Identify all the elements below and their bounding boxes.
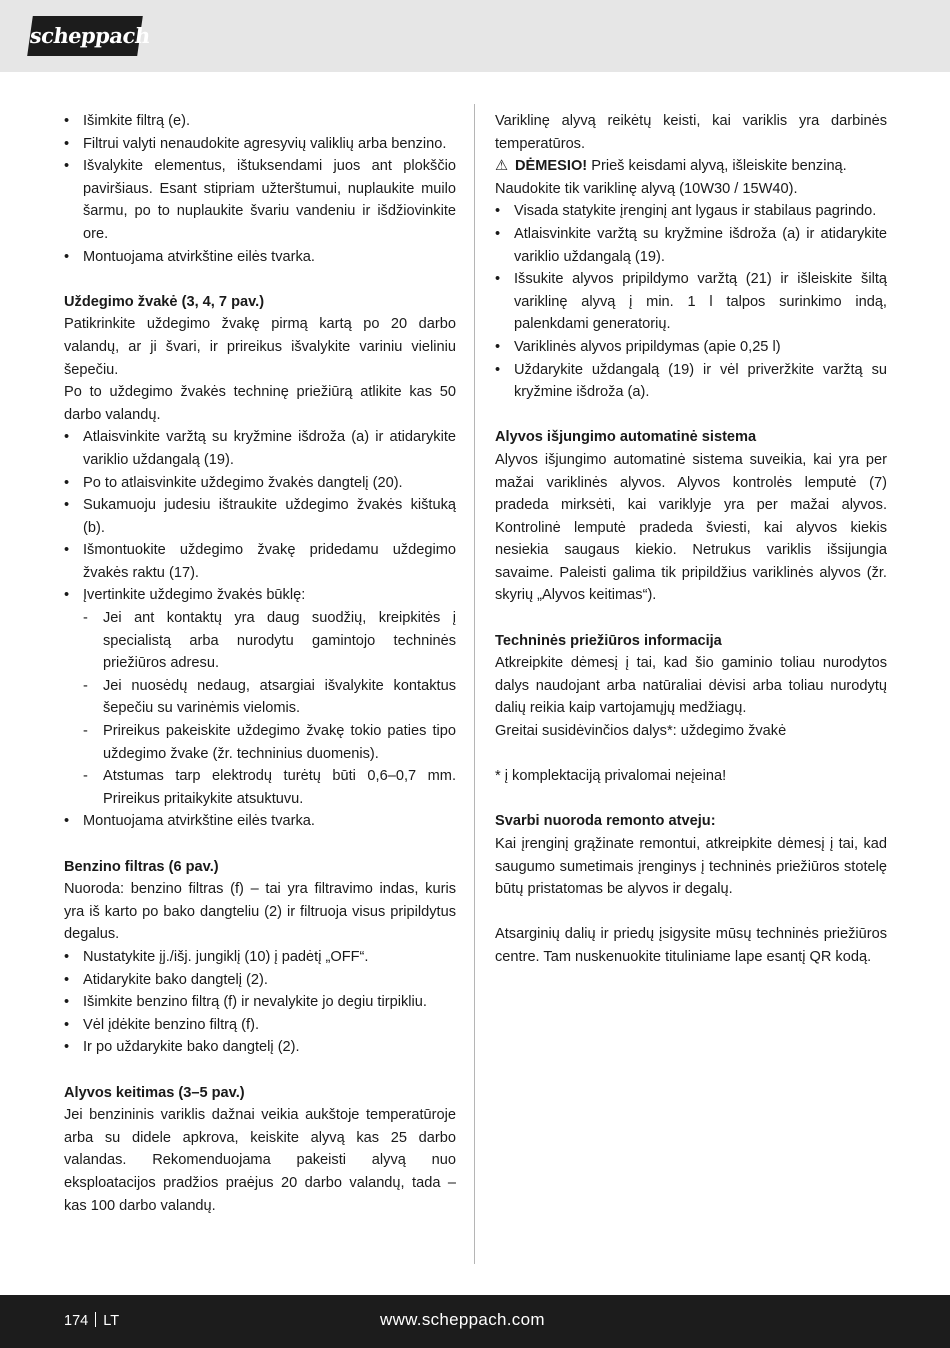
repair-note-heading: Svarbi nuoroda remonto atveju: xyxy=(495,813,716,830)
list-item: • Išimkite filtrą (e). xyxy=(64,110,456,133)
warning-line xyxy=(495,155,887,178)
list-item: • Variklinės alyvos pripildymas (apie 0,25 l) xyxy=(495,336,887,359)
oil-shutoff-paragraph: Alyvos išjungimo automatinė sistema suveikia, kai yra per mažai variklinės alyvos. Alyvos kontrolės lemputė (7) pradeda mirksėti, kai variklyje yra per mažai alyvos. Kontrolinė lemputė pradeda šviesti, kai alyvos kiekis nesiekia saugaus kiekio. Netrukus variklis išsijungia savaime. Paleisti galima tik pripildžius variklinės alyvos (žr. skyrių „Alyvos keitimas“). xyxy=(495,451,887,604)
warning-label: DĖMESIO! xyxy=(515,158,588,175)
list-item: • Sukamuoju judesiu ištraukite uždegimo žvakės kištuką (b). xyxy=(64,494,456,539)
list-item: • Išsukite alyvos pripildymo varžtą (21) ir išleiskite šiltą variklinę alyvą į min. 1 l talpos surinkimo indą, palenkdami generatorių. xyxy=(495,268,887,336)
list-item: • Išmontuokite uždegimo žvakę pridedamu uždegimo žvakės raktu (17). xyxy=(64,539,456,584)
page-separator xyxy=(95,1312,96,1327)
footnote: * į komplektaciją privalomai neįeina! xyxy=(495,768,727,785)
fuel-filter-steps-list xyxy=(64,946,456,1059)
spark-plug-paragraph: Po to uždegimo žvakės techninę priežiūrą atlikite kas 50 darbo valandų. xyxy=(64,384,456,423)
list-item: - Jei nuosėdų nedaug, atsargiai išvalykite kontaktus šepečiu su varinėmis vielomis. xyxy=(64,675,456,720)
page-number: 174 xyxy=(64,1313,89,1329)
spare-parts-paragraph: Atsarginių dalių ir priedų įsigysite mūsų techninės priežiūros centre. Tam nuskenuokite tituliniame lape esantį QR kodą. xyxy=(495,926,887,965)
list-item: • Išvalykite elementus, ištuksendami juos ant plokščio paviršiaus. Esant stipriam užterštumui, nuplaukite muilo šarmu, po to nuplaukite švariu vandeniu ir išdžiovinkite ore. xyxy=(64,155,456,245)
spark-plug-paragraph: Patikrinkite uždegimo žvakę pirmą kartą po 20 darbo valandų, ar ji švari, ir prireikus išvalykite variniu vieliniu šepečiu. xyxy=(64,316,456,378)
list-item: • Nustatykite įj./išj. jungiklį (10) į padėtį „OFF“. xyxy=(64,946,456,969)
left-column xyxy=(64,110,456,1217)
oil-intro-paragraph: Variklinę alyvą reikėtų keisti, kai variklis yra darbinės temperatūros. xyxy=(495,113,887,152)
list-item: • Ir po uždarykite bako dangtelį (2). xyxy=(64,1036,456,1059)
fuel-filter-note: Nuoroda: benzino filtras (f) – tai yra filtravimo indas, kuris yra iš karto po bako dangteliu (2) ir filtruoja visus pripildytus degalus. xyxy=(64,881,456,943)
spark-plug-final-step xyxy=(64,810,456,833)
list-item: • Montuojama atvirkštine eilės tvarka. xyxy=(64,246,456,269)
list-item: • Įvertinkite uždegimo žvakės būklę: xyxy=(64,584,456,607)
column-divider xyxy=(474,104,475,1264)
list-item: • Uždarykite uždangalą (19) ir vėl priveržkite varžtą su kryžmine išdroža (a). xyxy=(495,359,887,404)
spark-plug-heading: Uždegimo žvakė (3, 4, 7 pav.) xyxy=(64,293,265,310)
filter-steps-list xyxy=(64,110,456,268)
fuel-filter-heading: Benzino filtras (6 pav.) xyxy=(64,858,219,875)
list-item: • Išimkite benzino filtrą (f) ir nevalykite jo degiu tirpikliu. xyxy=(64,991,456,1014)
oil-type-paragraph: Naudokite tik variklinę alyvą (10W30 / 15W40). xyxy=(495,180,798,197)
list-item: • Atlaisvinkite varžtą su kryžmine išdroža (a) ir atidarykite variklio uždangalą (19). xyxy=(64,426,456,471)
spark-plug-substeps-list xyxy=(64,607,456,810)
list-item: • Visada statykite įrenginį ant lygaus ir stabilaus pagrindo. xyxy=(495,200,887,223)
scheppach-logo: scheppach xyxy=(27,16,143,56)
page-number-label xyxy=(64,1310,119,1332)
list-item: - Atstumas tarp elektrodų turėtų būti 0,6–0,7 mm. Prireikus pritaikykite atsuktuvu. xyxy=(64,765,456,810)
list-item: - Jei ant kontaktų yra daug suodžių, kreipkitės į specialistą arba nurodytu gamintojo techninės priežiūros adresu. xyxy=(64,607,456,675)
oil-steps-list xyxy=(495,200,887,403)
service-info-paragraph: Atkreipkite dėmesį į tai, kad šio gaminio toliau nurodytos dalys naudojant arba natūraliai dėvisi arba toliau nurodytų dalių reikia kaip vartojamųjų medžiagų. xyxy=(495,655,887,717)
oil-change-heading: Alyvos keitimas (3–5 pav.) xyxy=(64,1084,245,1101)
right-column xyxy=(495,110,887,969)
list-item: • Atidarykite bako dangtelį (2). xyxy=(64,969,456,992)
warning-text: Prieš keisdami alyvą, išleiskite benziną. xyxy=(591,158,847,175)
list-item: • Montuojama atvirkštine eilės tvarka. xyxy=(64,810,456,833)
list-item: - Prireikus pakeiskite uždegimo žvakę tokio paties tipo uždegimo žvake (žr. techninius duomenis). xyxy=(64,720,456,765)
language-code: LT xyxy=(103,1313,120,1329)
wear-parts-line: Greitai susidėvinčios dalys*: uždegimo žvakė xyxy=(495,723,787,740)
website-link[interactable]: www.scheppach.com xyxy=(380,1310,545,1329)
list-item: • Vėl įdėkite benzino filtrą (f). xyxy=(64,1014,456,1037)
page-header xyxy=(0,0,950,72)
warning-triangle-icon: ⚠ xyxy=(495,158,509,175)
page-footer xyxy=(0,1295,950,1348)
oil-shutoff-heading: Alyvos išjungimo automatinė sistema xyxy=(495,429,757,446)
list-item: • Atlaisvinkite varžtą su kryžmine išdroža (a) ir atidarykite variklio uždangalą (19). xyxy=(495,223,887,268)
repair-note-paragraph: Kai įrenginį grąžinate remontui, atkreipkite dėmesį į tai, kad saugumo sumetimais įrenginys į techninės priežiūros stotelę būtų pristatomas be alyvos ir degalų. xyxy=(495,836,887,898)
list-item: • Filtrui valyti nenaudokite agresyvių valiklių arba benzino. xyxy=(64,133,456,156)
oil-change-paragraph: Jei benzininis variklis dažnai veikia aukštoje temperatūroje arba su didele apkrova, keiskite alyvą kas 25 darbo valandas. Rekomenduojama pakeisti alyvą nuo eksploatacijos pradžios praėjus 20 darbo valandų, tada – kas 100 darbo valandų. xyxy=(64,1107,456,1214)
list-item: • Po to atlaisvinkite uždegimo žvakės dangtelį (20). xyxy=(64,472,456,495)
service-info-heading: Techninės priežiūros informacija xyxy=(495,632,722,649)
spark-plug-steps-list xyxy=(64,426,456,607)
